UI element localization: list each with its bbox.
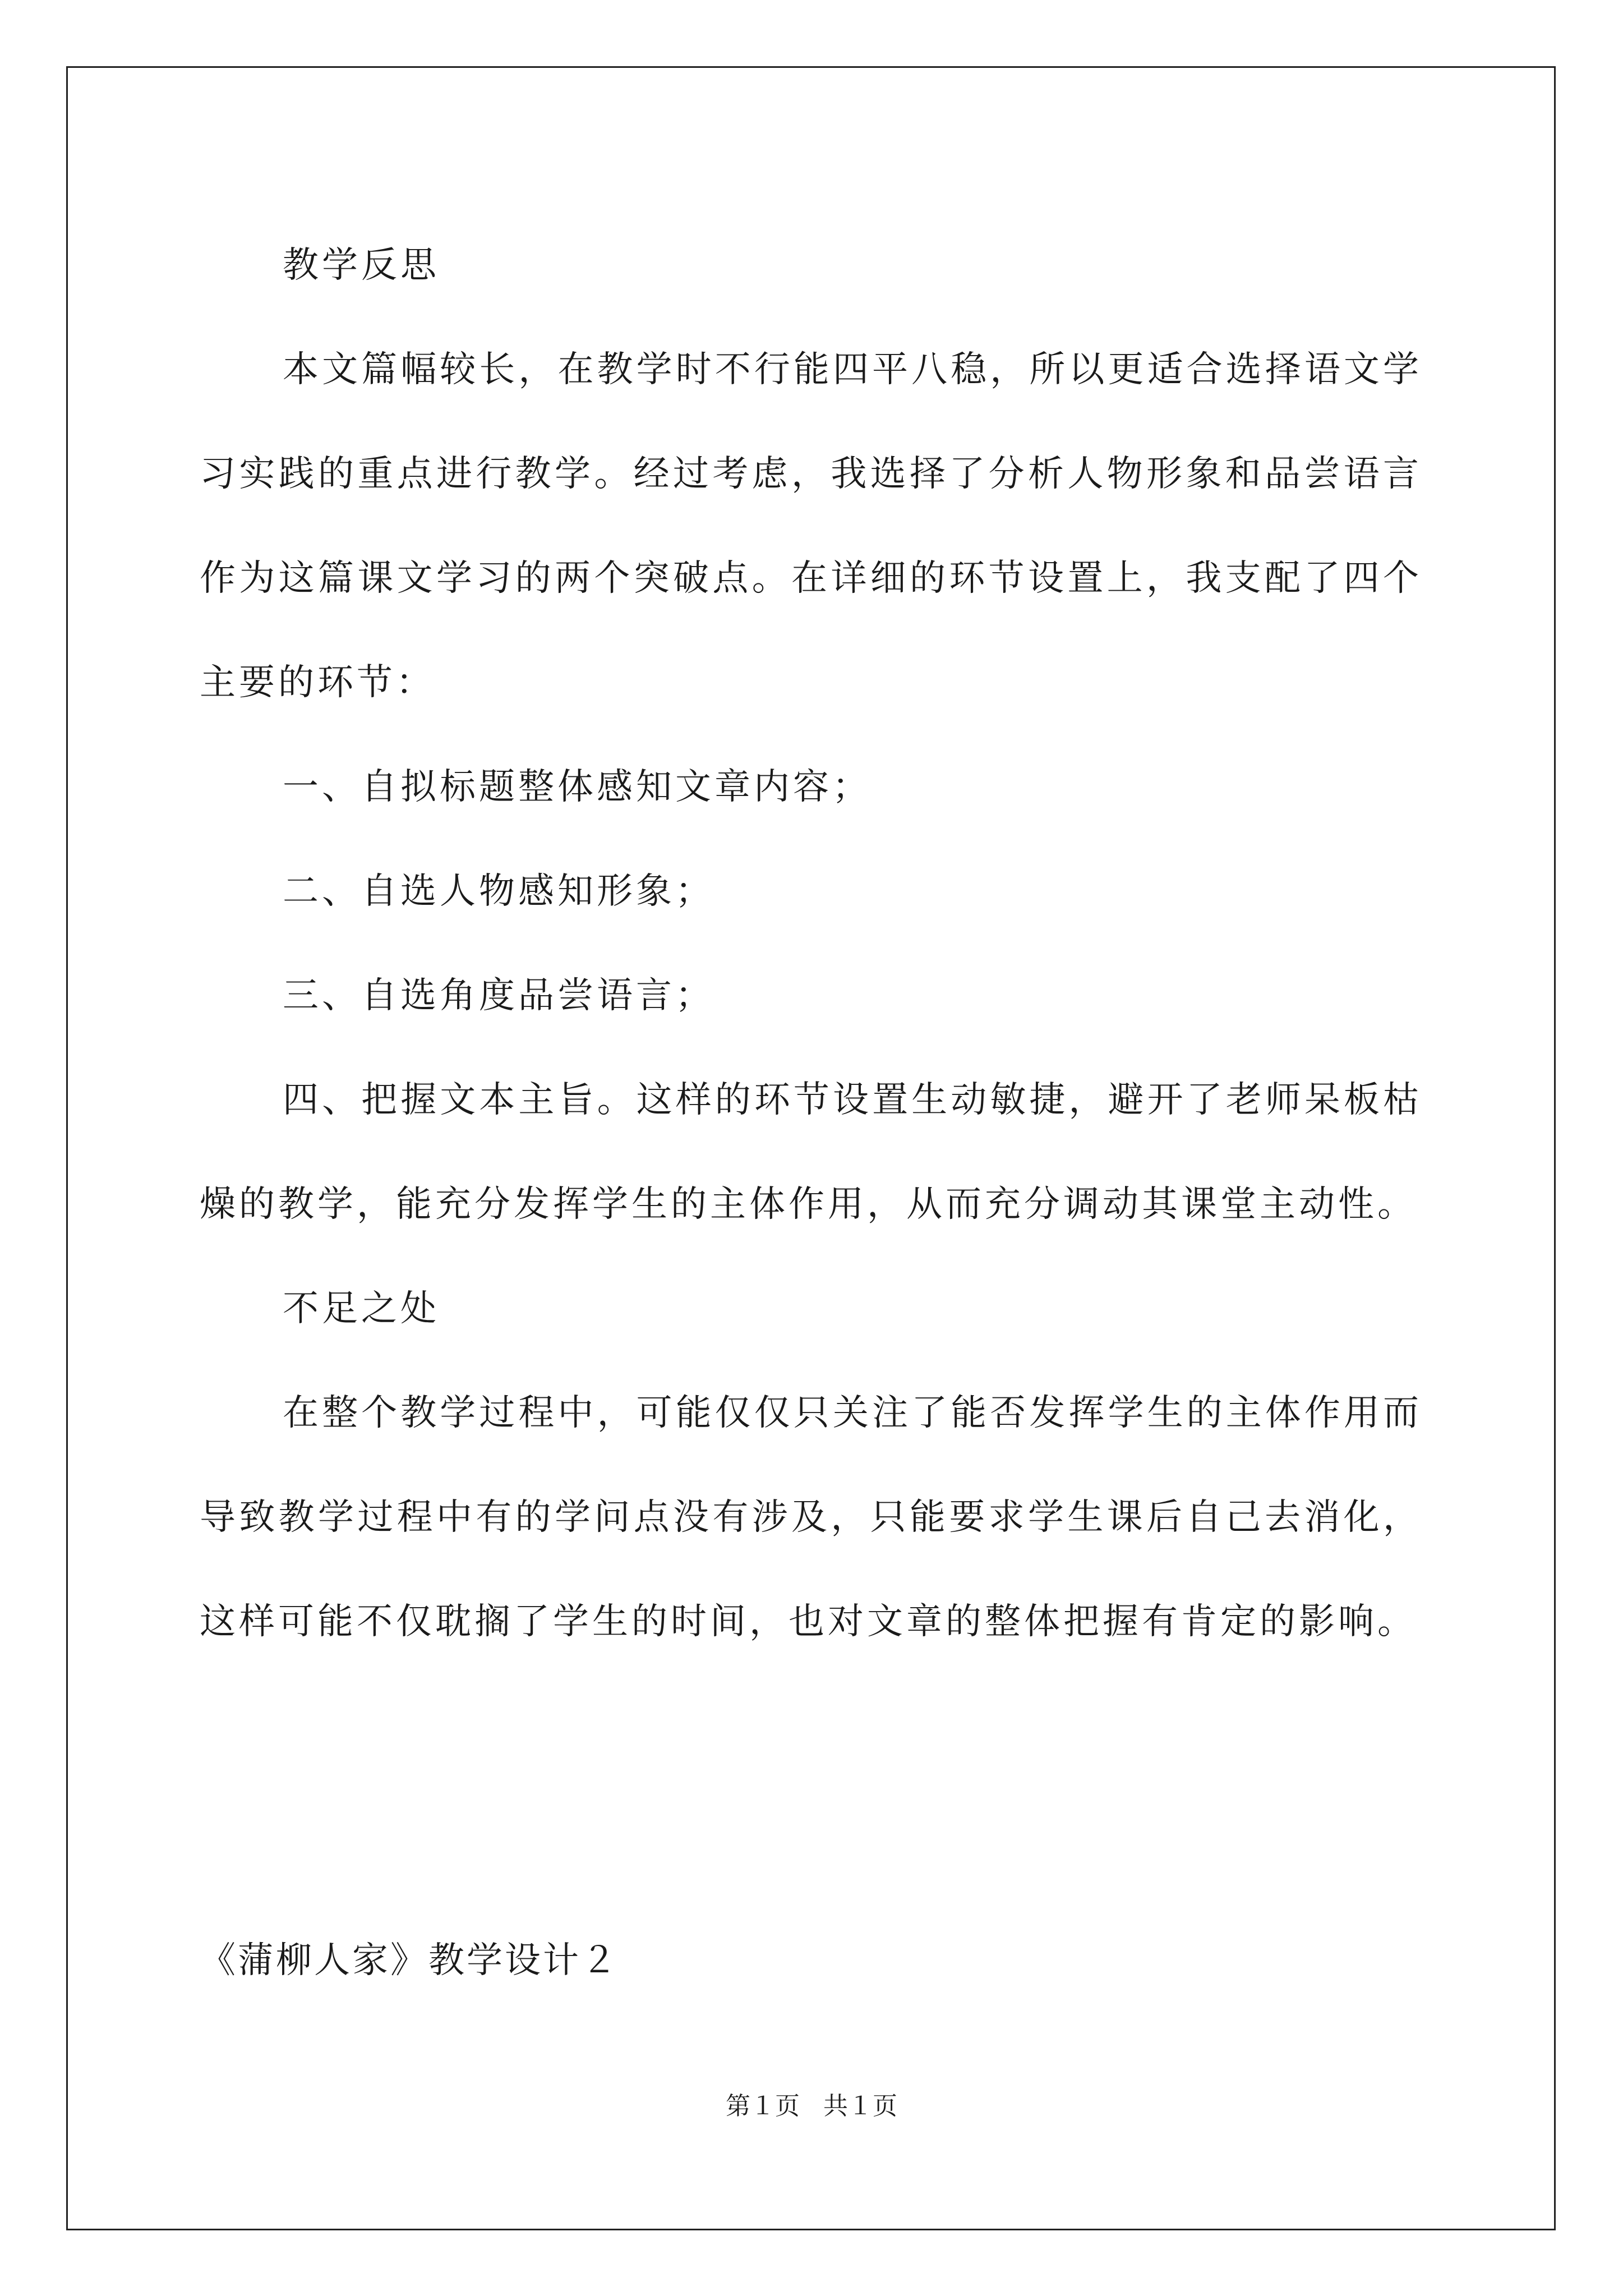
- section-heading-shortcomings: 不足之处: [283, 1288, 440, 1329]
- section-heading-reflection: 教学反思: [283, 245, 440, 286]
- paragraph-intro: 本文篇幅较长，在教学时不行能四平八稳，所以更适合选择语文学习实践的重点进行教学。经过考虑，我选择了分析人物形象和品尝语言作为这篇课文学习的两个突破点。在详细的环节设置上，我支配了四个主要的环节：: [200, 349, 1422, 703]
- list-item-step-two: 二、自选人物感知形象；: [283, 871, 714, 912]
- page-number: 第１页: [726, 2092, 800, 2120]
- paragraph-shortcomings: 在整个教学过程中，可能仅仅只关注了能否发挥学生的主体作用而导致教学过程中有的学问点没有涉及，只能要求学生课后自己去消化，这样可能不仅耽搁了学生的时间，也对文章的整体把握有肯定的影响。: [200, 1392, 1422, 1642]
- list-item-step-one: 一、自拟标题整体感知文章内容；: [283, 766, 872, 808]
- list-item-step-three: 三、自选角度品尝语言；: [283, 975, 714, 1016]
- page-footer: [0, 2090, 1623, 2123]
- document-body: [200, 213, 1422, 1674]
- next-document-title: 《蒲柳人家》教学设计２: [200, 1940, 619, 1981]
- list-item-step-four: 四、把握文本主旨。这样的环节设置生动敏捷，避开了老师呆板枯燥的教学，能充分发挥学生的主体作用，从而充分调动其课堂主动性。: [200, 1079, 1422, 1225]
- page-total: 共１页: [823, 2092, 897, 2120]
